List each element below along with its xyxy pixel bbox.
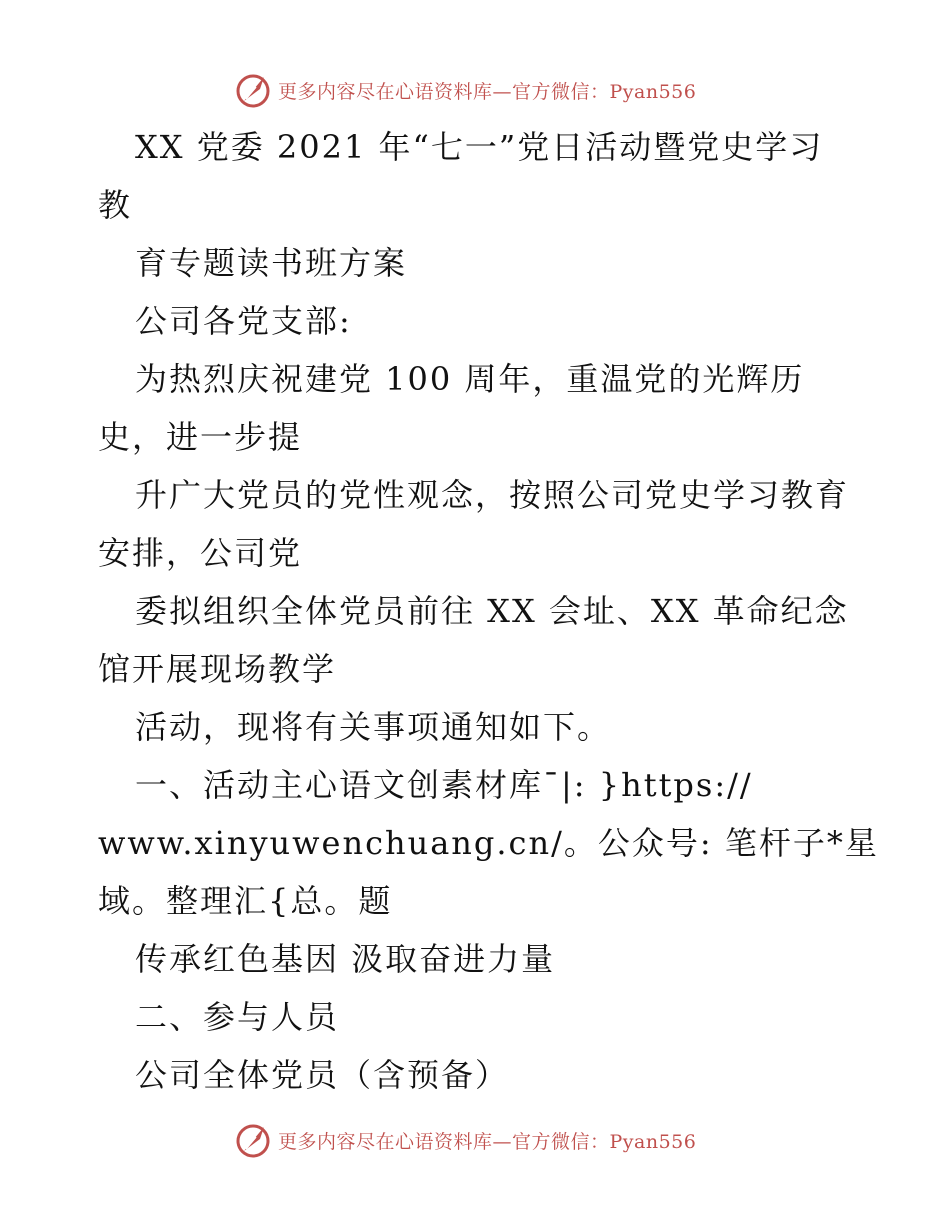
body-line: www.xinyuwenchuang.cn/。公众号: 笔杆子*星 <box>98 824 879 862</box>
body-line: 安排，公司党 <box>98 534 303 572</box>
watermark-text: 更多内容尽在心语资料库—官方微信：Pyan556 <box>278 80 697 103</box>
quill-logo-icon <box>234 1121 272 1159</box>
body-line: 升广大党员的党性观念，按照公司党史学习教育 <box>135 476 850 514</box>
title-line-3: 育专题读书班方案 <box>135 244 408 282</box>
body-line: 公司全体党员（含预备） <box>135 1056 510 1094</box>
section-heading-2: 二、参与人员 <box>135 998 340 1036</box>
title-line-1: XX 党委 2021 年“七一”党日活动暨党史学习 <box>135 128 824 166</box>
body-line: 活动，现将有关事项通知如下。 <box>135 708 612 746</box>
body-line: 域。整理汇{总。题 <box>98 882 393 920</box>
header-watermark <box>234 70 714 110</box>
body-line: 为热烈庆祝建党 100 周年，重温党的光辉历 <box>135 360 805 398</box>
title-line-2: 教 <box>98 186 133 224</box>
body-line: 馆开展现场教学 <box>98 650 337 688</box>
footer-watermark <box>234 1120 714 1160</box>
quill-logo-icon <box>234 71 272 109</box>
body-line: 史，进一步提 <box>98 418 303 456</box>
theme-line: 传承红色基因 汲取奋进力量 <box>135 940 556 978</box>
salutation: 公司各党支部: <box>135 302 352 340</box>
watermark-text: 更多内容尽在心语资料库—官方微信：Pyan556 <box>278 1130 697 1153</box>
section-heading-1: 一、活动主心语文创素材库¯|: }https:// <box>135 766 753 804</box>
body-line: 委拟组织全体党员前往 XX 会址、XX 革命纪念 <box>135 592 849 630</box>
